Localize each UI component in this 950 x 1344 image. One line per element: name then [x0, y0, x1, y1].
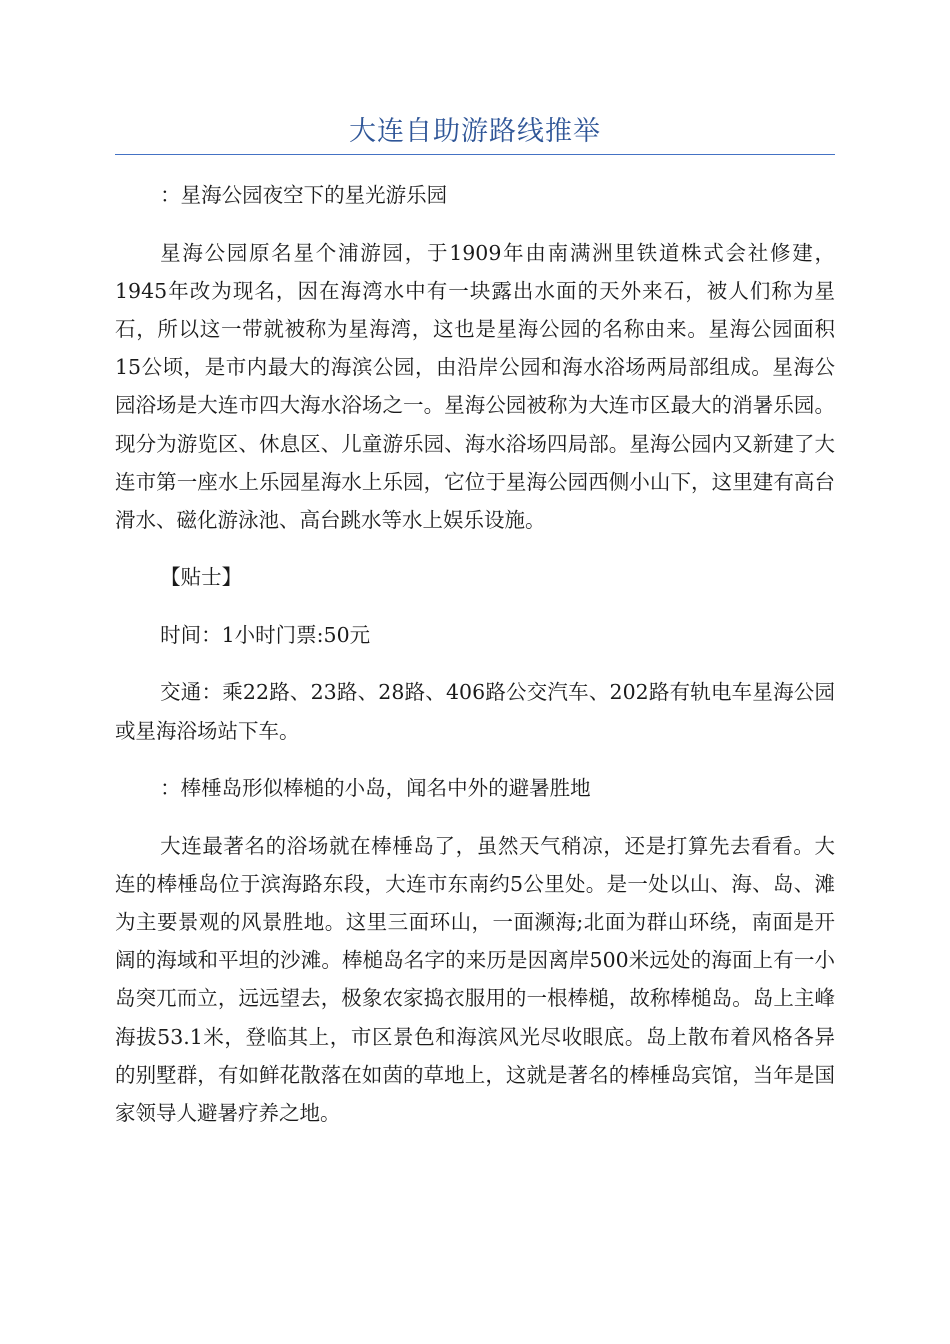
paragraph-bangchui-island: 大连最著名的浴场就在棒棰岛了，虽然天气稍凉，还是打算先去看看。大连的棒棰岛位于滨海路东段，大连市东南约5公里处。是一处以山、海、岛、滩为主要景观的风景胜地。这里三面环山，一面濒海;北面为群山环绕，南面是开阔的海域和平坦的沙滩。棒槌岛名字的来历是因离岸500米远处的海面上有一小岛突兀而立，远远望去，极象农家捣衣服用的一根棒槌，故称棒槌岛。岛上主峰海拔53.1米，登临其上，市区景色和海滨风光尽收眼底。岛上散布着风格各异的别墅群，有如鲜花散落在如茵的草地上，这就是著名的棒棰岛宾馆，当年是国家领导人避暑疗养之地。	[115, 833, 835, 1126]
document-body	[115, 176, 835, 1152]
paragraph-xinghai-park: 星海公园原名星个浦游园，于1909年由南满洲里铁道株式会社修建，1945年改为现名，因在海湾水中有一块露出水面的天外来石，被人们称为星石，所以这一带就被称为星海湾，这也是星海公园的名称由来。星海公园面积15公顷，是市内最大的海滨公园，由沿岸公园和海水浴场两局部组成。星海公园浴场是大连市四大海水浴场之一。星海公园被称为大连市区最大的消暑乐园。现分为游览区、休息区、儿童游乐园、海水浴场四局部。星海公园内又新建了大连市第一座水上乐园星海水上乐园，它位于星海公园西侧小山下，这里建有高台滑水、磁化游泳池、高台跳水等水上娱乐设施。	[115, 240, 835, 532]
tips-time: 时间：1小时门票:50元	[160, 622, 371, 647]
document-title: 大连自助游路线推举	[349, 116, 601, 147]
title-underline	[115, 154, 835, 155]
section-heading-xinghai-park: ：星海公园夜空下的星光游乐园	[160, 183, 448, 207]
section-heading-bangchui-island: ：棒棰岛形似棒槌的小岛，闻名中外的避暑胜地	[160, 776, 591, 801]
tips-transport: 交通：乘22路、23路、28路、406路公交汽车、202路有轨电车星海公园或星海浴场站下车。	[115, 680, 835, 743]
tips-label: 【贴士】	[160, 565, 243, 590]
